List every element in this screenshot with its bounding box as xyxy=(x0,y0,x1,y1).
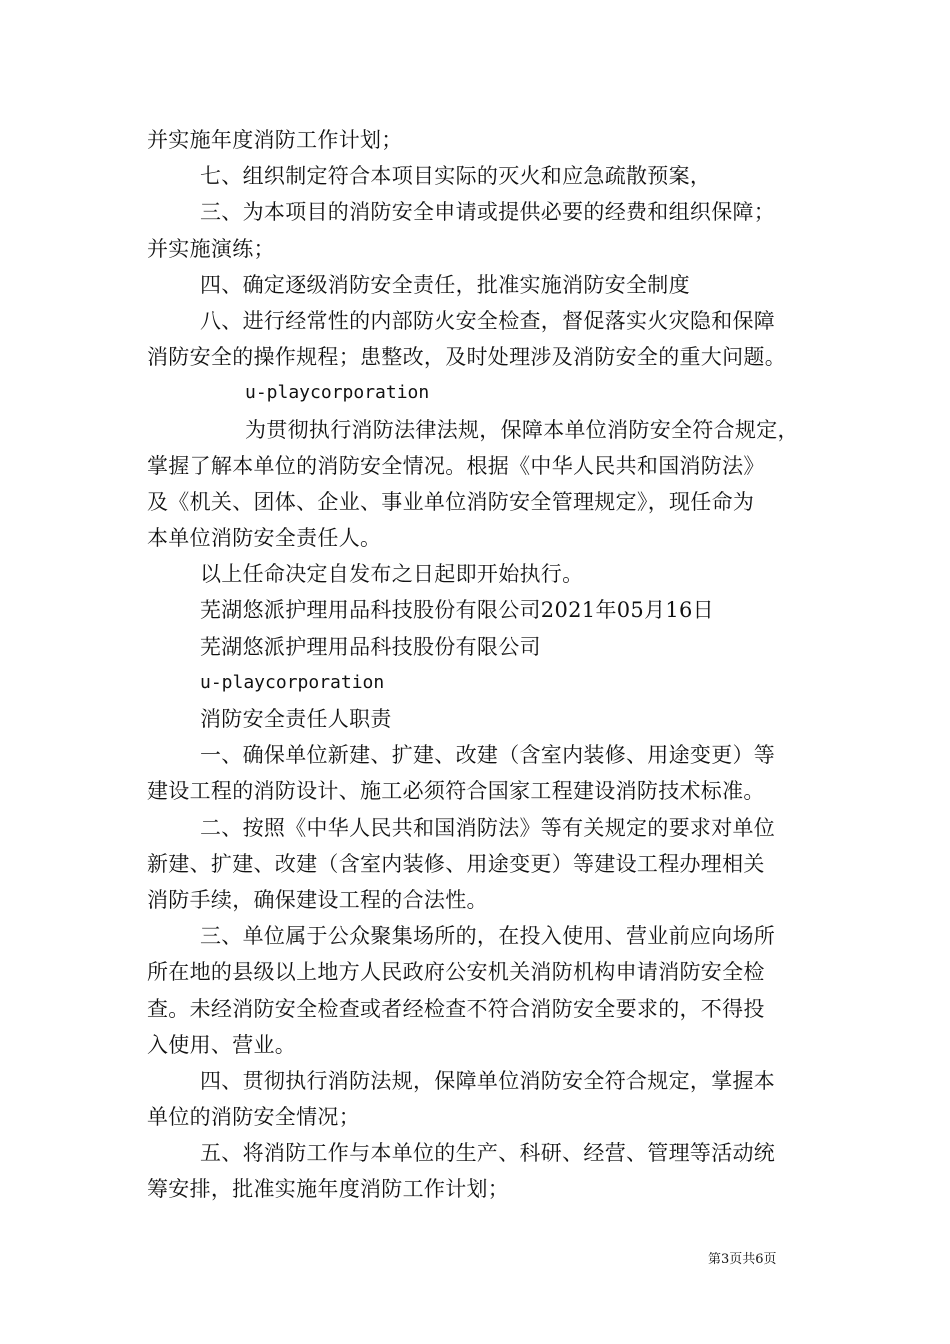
text-line: 新建、扩建、改建（含室内装修、用途变更）等建设工程办理相关 xyxy=(147,851,765,876)
text-line: 四、贯彻执行消防法规，保障单位消防安全符合规定，掌握本 xyxy=(200,1068,776,1093)
text-line: 并实施年度消防工作计划； xyxy=(147,128,403,152)
company-name: 芜湖悠派护理用品科技股份有限公司 xyxy=(200,634,541,659)
company-name-latin: u-playcorporation xyxy=(245,382,430,404)
text-line: 四、确定逐级消防安全责任，批准实施消防安全制度 xyxy=(200,272,690,297)
text-line: 八、进行经常性的内部防火安全检查，督促落实火灾隐和保障 xyxy=(200,308,776,333)
text-line: 所在地的县级以上地方人民政府公安机关消防机构申请消防安全检 xyxy=(147,960,765,985)
text-line: 及《机关、团体、企业、事业单位消防安全管理规定》，现任命为 xyxy=(147,489,755,514)
text-line: 筹安排，批准实施年度消防工作计划； xyxy=(147,1177,510,1202)
text-line: 五、将消防工作与本单位的生产、科研、经营、管理等活动统 xyxy=(200,1141,776,1166)
page-number: 第3页共6页 xyxy=(708,1252,777,1267)
text-line: 入使用、营业。 xyxy=(147,1032,297,1057)
section-heading: 消防安全责任人职责 xyxy=(200,707,392,731)
text-line: 消防手续，确保建设工程的合法性。 xyxy=(147,887,488,912)
text-line: 掌握了解本单位的消防安全情况。根据《中华人民共和国消防法》 xyxy=(147,453,765,478)
text-line: 以上任命决定自发布之日起即开始执行。 xyxy=(200,562,584,587)
text-line: 消防安全的操作规程；患整改，及时处理涉及消防安全的重大问题。 xyxy=(147,345,786,370)
text-line: 本单位消防安全责任人。 xyxy=(147,526,382,551)
text-line: 二、按照《中华人民共和国消防法》等有关规定的要求对单位 xyxy=(200,815,776,840)
text-line: 七、组织制定符合本项目实际的灭火和应急疏散预案， xyxy=(200,164,712,189)
text-line: 并实施演练； xyxy=(147,236,275,261)
company-name-latin: u-playcorporation xyxy=(200,671,385,693)
text-line: 一、确保单位新建、扩建、改建（含室内装修、用途变更）等 xyxy=(200,743,776,768)
signature-date-line: 芜湖悠派护理用品科技股份有限公司2021年05月16日 xyxy=(200,598,714,623)
text-line: 建设工程的消防设计、施工必须符合国家工程建设消防技术标准。 xyxy=(147,779,765,804)
document-body xyxy=(147,122,817,1208)
text-line: 三、单位属于公众聚集场所的，在投入使用、营业前应向场所 xyxy=(200,924,776,949)
text-line: 单位的消防安全情况； xyxy=(147,1105,360,1130)
text-line: 查。未经消防安全检查或者经检查不符合消防安全要求的，不得投 xyxy=(147,996,765,1021)
text-line: 为贯彻执行消防法律法规，保障本单位消防安全符合规定， xyxy=(245,417,799,442)
text-line: 三、为本项目的消防安全申请或提供必要的经费和组织保障； xyxy=(200,200,776,225)
